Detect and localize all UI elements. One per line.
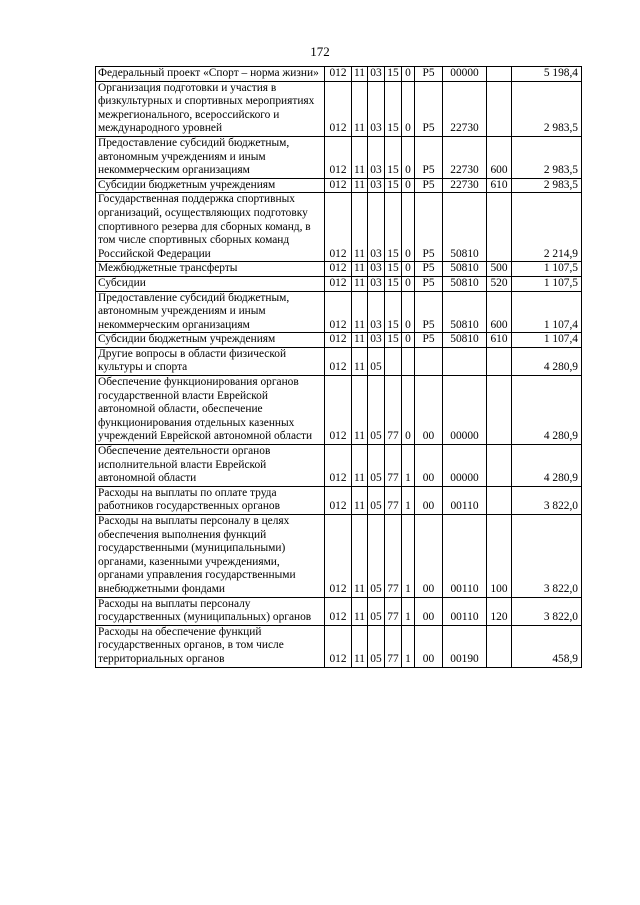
table-row (96, 333, 582, 348)
row-name-cell: Обеспечение функционирования органов государственной власти Еврейской автономной области, обеспечение функционирования отдельных казенных учреждений Еврейской автономной области (96, 376, 325, 445)
row-expense-type-cell: 600 (487, 136, 512, 178)
row-project-code-cell: P5 (415, 262, 443, 277)
row-expense-type-cell: 520 (487, 276, 512, 291)
row-expense-type-cell: 100 (487, 515, 512, 598)
row-name-cell: Обеспечение деятельности органов исполнительной власти Еврейской автономной области (96, 445, 325, 487)
row-expense-type-cell: 610 (487, 178, 512, 193)
row-project-code-cell: P5 (415, 178, 443, 193)
table-row (96, 515, 582, 598)
row-direction-code-cell: 50810 (443, 291, 487, 333)
row-subsection-code-cell: 03 (368, 178, 385, 193)
row-ministry-code-cell: 012 (325, 333, 352, 348)
row-expense-type-cell: 500 (487, 262, 512, 277)
row-subprogram-code-cell: 1 (402, 445, 415, 487)
row-direction-code-cell: 00110 (443, 486, 487, 514)
row-subprogram-code-cell: 0 (402, 376, 415, 445)
table-body (96, 67, 582, 668)
table-row (96, 136, 582, 178)
row-subprogram-code-cell: 0 (402, 67, 415, 82)
row-subsection-code-cell: 05 (368, 486, 385, 514)
table-row (96, 445, 582, 487)
row-section-code-cell: 11 (352, 347, 368, 375)
row-subsection-code-cell: 05 (368, 515, 385, 598)
row-section-code-cell: 11 (352, 276, 368, 291)
row-program-code-cell: 15 (385, 291, 402, 333)
table-row (96, 81, 582, 136)
row-section-code-cell: 11 (352, 445, 368, 487)
row-subprogram-code-cell: 1 (402, 625, 415, 667)
row-program-code-cell: 77 (385, 445, 402, 487)
table-row (96, 486, 582, 514)
row-name-cell: Федеральный проект «Спорт – норма жизни» (96, 67, 325, 82)
row-project-code-cell: P5 (415, 136, 443, 178)
row-direction-code-cell: 22730 (443, 136, 487, 178)
row-expense-type-cell: 120 (487, 597, 512, 625)
row-direction-code-cell: 50810 (443, 276, 487, 291)
row-ministry-code-cell: 012 (325, 597, 352, 625)
row-amount-cell: 2 214,9 (512, 193, 582, 262)
row-project-code-cell: 00 (415, 515, 443, 598)
row-amount-cell: 5 198,4 (512, 67, 582, 82)
table-row (96, 262, 582, 277)
row-direction-code-cell: 00110 (443, 515, 487, 598)
table-row (96, 193, 582, 262)
row-ministry-code-cell: 012 (325, 625, 352, 667)
row-project-code-cell: P5 (415, 291, 443, 333)
row-project-code-cell: 00 (415, 376, 443, 445)
row-ministry-code-cell: 012 (325, 136, 352, 178)
row-name-cell: Расходы на обеспечение функций государственных органов, в том числе территориальных органов (96, 625, 325, 667)
row-name-cell: Предоставление субсидий бюджетным, автономным учреждениям и иным некоммерческим организациям (96, 136, 325, 178)
row-subsection-code-cell: 05 (368, 445, 385, 487)
row-subsection-code-cell: 03 (368, 136, 385, 178)
row-program-code-cell: 15 (385, 333, 402, 348)
row-amount-cell: 2 983,5 (512, 178, 582, 193)
row-amount-cell: 3 822,0 (512, 486, 582, 514)
row-expense-type-cell (487, 445, 512, 487)
row-ministry-code-cell: 012 (325, 445, 352, 487)
row-direction-code-cell: 50810 (443, 262, 487, 277)
row-direction-code-cell: 00000 (443, 67, 487, 82)
row-ministry-code-cell: 012 (325, 178, 352, 193)
row-name-cell: Организация подготовки и участия в физкультурных и спортивных мероприятиях межрегионального, всероссийского и международного уровней (96, 81, 325, 136)
row-ministry-code-cell: 012 (325, 515, 352, 598)
row-subsection-code-cell: 03 (368, 193, 385, 262)
row-ministry-code-cell: 012 (325, 193, 352, 262)
row-amount-cell: 458,9 (512, 625, 582, 667)
row-subsection-code-cell: 03 (368, 262, 385, 277)
row-name-cell: Предоставление субсидий бюджетным, автономным учреждениям и иным некоммерческим организациям (96, 291, 325, 333)
table-row (96, 376, 582, 445)
row-direction-code-cell: 22730 (443, 81, 487, 136)
row-section-code-cell: 11 (352, 81, 368, 136)
row-subsection-code-cell: 03 (368, 67, 385, 82)
row-direction-code-cell: 00190 (443, 625, 487, 667)
row-amount-cell: 2 983,5 (512, 136, 582, 178)
row-expense-type-cell: 600 (487, 291, 512, 333)
row-section-code-cell: 11 (352, 515, 368, 598)
row-amount-cell: 3 822,0 (512, 515, 582, 598)
row-subprogram-code-cell: 0 (402, 262, 415, 277)
row-subprogram-code-cell: 0 (402, 291, 415, 333)
row-subsection-code-cell: 05 (368, 347, 385, 375)
row-amount-cell: 3 822,0 (512, 597, 582, 625)
row-name-cell: Другие вопросы в области физической культуры и спорта (96, 347, 325, 375)
row-name-cell: Расходы на выплаты по оплате труда работников государственных органов (96, 486, 325, 514)
row-project-code-cell: P5 (415, 81, 443, 136)
row-name-cell: Межбюджетные трансферты (96, 262, 325, 277)
row-section-code-cell: 11 (352, 136, 368, 178)
row-project-code-cell: P5 (415, 333, 443, 348)
row-program-code-cell: 15 (385, 276, 402, 291)
row-subprogram-code-cell: 0 (402, 81, 415, 136)
row-expense-type-cell (487, 347, 512, 375)
row-subprogram-code-cell: 0 (402, 193, 415, 262)
budget-table (95, 66, 582, 668)
table-row (96, 178, 582, 193)
row-ministry-code-cell: 012 (325, 81, 352, 136)
row-project-code-cell: P5 (415, 276, 443, 291)
row-project-code-cell: 00 (415, 445, 443, 487)
row-section-code-cell: 11 (352, 291, 368, 333)
row-program-code-cell: 77 (385, 486, 402, 514)
row-program-code-cell (385, 347, 402, 375)
row-subprogram-code-cell (402, 347, 415, 375)
row-project-code-cell: 00 (415, 486, 443, 514)
row-subprogram-code-cell: 0 (402, 333, 415, 348)
row-expense-type-cell (487, 376, 512, 445)
row-name-cell: Расходы на выплаты персоналу государственных (муниципальных) органов (96, 597, 325, 625)
row-project-code-cell: 00 (415, 625, 443, 667)
row-subsection-code-cell: 03 (368, 333, 385, 348)
row-project-code-cell: P5 (415, 67, 443, 82)
table-row (96, 276, 582, 291)
row-amount-cell: 4 280,9 (512, 376, 582, 445)
row-section-code-cell: 11 (352, 597, 368, 625)
row-direction-code-cell: 50810 (443, 193, 487, 262)
row-subsection-code-cell: 03 (368, 291, 385, 333)
row-program-code-cell: 77 (385, 597, 402, 625)
row-name-cell: Субсидии бюджетным учреждениям (96, 178, 325, 193)
table-row (96, 625, 582, 667)
row-subprogram-code-cell: 1 (402, 486, 415, 514)
row-amount-cell: 4 280,9 (512, 347, 582, 375)
row-subsection-code-cell: 03 (368, 81, 385, 136)
row-section-code-cell: 11 (352, 193, 368, 262)
row-program-code-cell: 15 (385, 262, 402, 277)
row-program-code-cell: 15 (385, 67, 402, 82)
row-amount-cell: 2 983,5 (512, 81, 582, 136)
row-subsection-code-cell: 05 (368, 376, 385, 445)
row-ministry-code-cell: 012 (325, 276, 352, 291)
row-name-cell: Субсидии (96, 276, 325, 291)
row-ministry-code-cell: 012 (325, 291, 352, 333)
row-direction-code-cell: 50810 (443, 333, 487, 348)
row-ministry-code-cell: 012 (325, 262, 352, 277)
table-row (96, 291, 582, 333)
row-project-code-cell: P5 (415, 193, 443, 262)
page-number: 172 (310, 44, 330, 59)
row-amount-cell: 1 107,5 (512, 276, 582, 291)
row-subprogram-code-cell: 1 (402, 515, 415, 598)
row-subsection-code-cell: 03 (368, 276, 385, 291)
row-name-cell: Расходы на выплаты персоналу в целях обеспечения выполнения функций государственными (муниципальными) органами, казенными учреждениями, органами управления государственными внебюджетными фондами (96, 515, 325, 598)
row-program-code-cell: 77 (385, 515, 402, 598)
row-direction-code-cell: 00000 (443, 376, 487, 445)
row-amount-cell: 4 280,9 (512, 445, 582, 487)
row-program-code-cell: 15 (385, 81, 402, 136)
row-amount-cell: 1 107,4 (512, 291, 582, 333)
row-expense-type-cell (487, 486, 512, 514)
row-program-code-cell: 77 (385, 625, 402, 667)
row-subsection-code-cell: 05 (368, 625, 385, 667)
row-ministry-code-cell: 012 (325, 376, 352, 445)
row-project-code-cell: 00 (415, 597, 443, 625)
row-subprogram-code-cell: 0 (402, 178, 415, 193)
row-program-code-cell: 15 (385, 178, 402, 193)
row-direction-code-cell: 00110 (443, 597, 487, 625)
row-name-cell: Государственная поддержка спортивных организаций, осуществляющих подготовку спортивного резерва для сборных команд, в том числе спортивных сборных команд Российской Федерации (96, 193, 325, 262)
row-name-cell: Субсидии бюджетным учреждениям (96, 333, 325, 348)
row-expense-type-cell (487, 625, 512, 667)
row-ministry-code-cell: 012 (325, 67, 352, 82)
table-row (96, 597, 582, 625)
row-subprogram-code-cell: 1 (402, 597, 415, 625)
row-subprogram-code-cell: 0 (402, 276, 415, 291)
row-amount-cell: 1 107,4 (512, 333, 582, 348)
row-program-code-cell: 77 (385, 376, 402, 445)
row-direction-code-cell: 00000 (443, 445, 487, 487)
row-expense-type-cell (487, 193, 512, 262)
row-program-code-cell: 15 (385, 136, 402, 178)
table-row (96, 347, 582, 375)
row-ministry-code-cell: 012 (325, 347, 352, 375)
row-section-code-cell: 11 (352, 625, 368, 667)
row-program-code-cell: 15 (385, 193, 402, 262)
row-section-code-cell: 11 (352, 333, 368, 348)
row-expense-type-cell (487, 67, 512, 82)
row-section-code-cell: 11 (352, 67, 368, 82)
row-ministry-code-cell: 012 (325, 486, 352, 514)
table-row (96, 67, 582, 82)
row-amount-cell: 1 107,5 (512, 262, 582, 277)
row-expense-type-cell (487, 81, 512, 136)
row-section-code-cell: 11 (352, 376, 368, 445)
row-subsection-code-cell: 05 (368, 597, 385, 625)
row-direction-code-cell: 22730 (443, 178, 487, 193)
row-expense-type-cell: 610 (487, 333, 512, 348)
row-project-code-cell (415, 347, 443, 375)
row-subprogram-code-cell: 0 (402, 136, 415, 178)
row-direction-code-cell (443, 347, 487, 375)
row-section-code-cell: 11 (352, 486, 368, 514)
row-section-code-cell: 11 (352, 178, 368, 193)
row-section-code-cell: 11 (352, 262, 368, 277)
